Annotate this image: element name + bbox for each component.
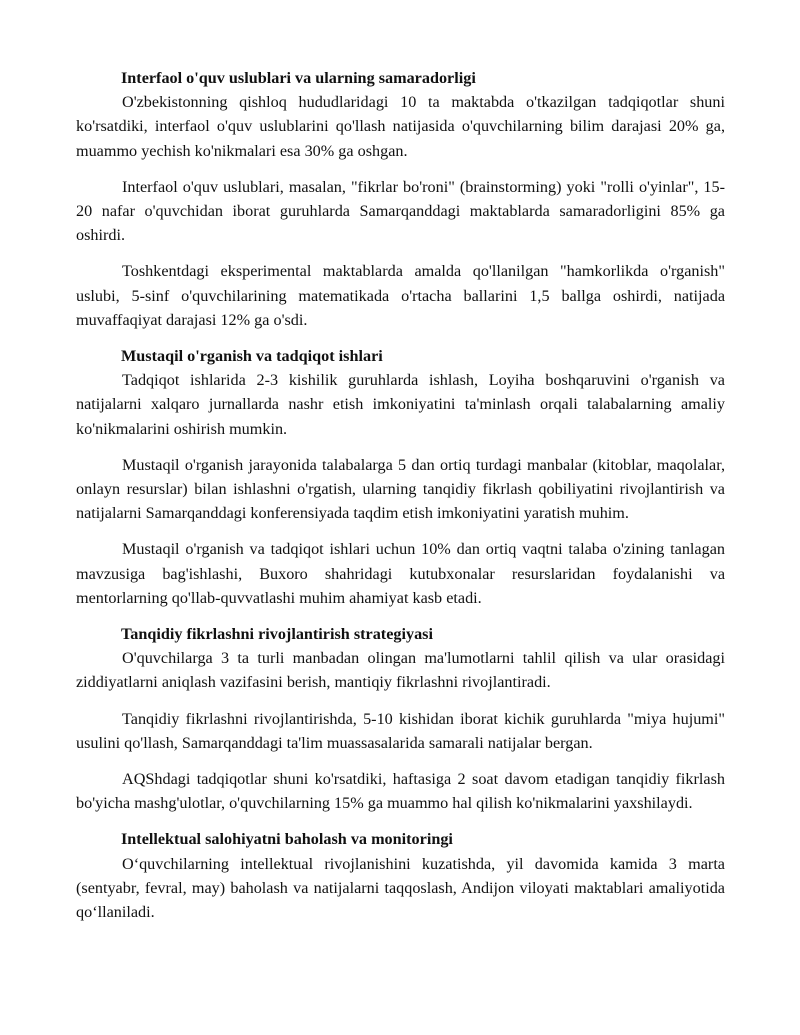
section-critical-thinking xyxy=(76,622,725,815)
paragraph: Tadqiqot ishlarida 2-3 kishilik guruhlarda ishlash, Loyiha boshqaruvini o'rganish va natijalarni xalqaro jurnallarda nashr etish imkoniyatini ta'minlash orqali talabalarning amaliy ko'nikmalarini oshirish mumkin. xyxy=(76,371,725,438)
section-independent-learning xyxy=(76,344,725,610)
paragraph: O‘quvchilarning intellektual rivojlanishini kuzatishda, yil davomida kamida 3 marta (sentyabr, fevral, may) baholash va natijalarni taqqoslash, Andijon viloyati maktablari amaliyotida qo‘llaniladi. xyxy=(76,854,725,922)
paragraph: AQShdagi tadqiqotlar shuni ko'rsatdiki, haftasiga 2 soat davom etadigan tanqidiy fikrlash bo'yicha mashg'ulotlar, o'quvchilarning 15% ga muammo hal qilish ko'nikmalarini yaxshilaydi. xyxy=(76,770,725,813)
section-heading: Interfaol o'quv uslublari va ularning samaradorligi xyxy=(121,69,476,87)
paragraph: Toshkentdagi eksperimental maktablarda amalda qo'llanilgan "hamkorlikda o'rganish" uslubi, 5-sinf o'quvchilarining matematikada o'rtacha ballarini 1,5 ballga oshirdi, natijada muvaffaqiyat darajasi 12% ga o'sdi. xyxy=(76,262,725,329)
document-page xyxy=(76,66,725,924)
section-heading: Intellektual salohiyatni baholash va monitoringi xyxy=(121,830,453,849)
paragraph: Tanqidiy fikrlashni rivojlantirishda, 5-10 kishidan iborat kichik guruhlarda "miya hujumi" usulini qo'llash, Samarqanddagi ta'lim muassasalarida samarali natijalar bergan. xyxy=(76,709,725,752)
section-assessment-monitoring xyxy=(76,827,725,924)
section-interactive-methods xyxy=(76,66,725,332)
section-heading: Mustaqil o'rganish va tadqiqot ishlari xyxy=(121,347,383,366)
paragraph: O'quvchilarga 3 ta turli manbadan olingan ma'lumotlarni tahlil qilish va ular orasidagi ziddiyatlarni aniqlash vazifasini berish, mantiqiy fikrlashni rivojlantiradi. xyxy=(76,649,725,692)
paragraph: Mustaqil o'rganish jarayonida talabalarga 5 dan ortiq turdagi manbalar (kitoblar, maqolalar, onlayn resurslar) bilan ishlashni o'rgatish, ularning tanqidiy fikrlash qobiliyatini rivojlantirish va natijalarni Samarqanddagi konferensiyada taqdim etish imkoniyatini yaratish muhim. xyxy=(76,455,725,523)
paragraph: Interfaol o'quv uslublari, masalan, "fikrlar bo'roni" (brainstorming) yoki "rolli o'yinlar", 15-20 nafar o'quvchidan iborat guruhlarda Samarqanddagi maktablarda samaradorligini 85% ga oshirdi. xyxy=(76,177,725,245)
paragraph: Mustaqil o'rganish va tadqiqot ishlari uchun 10% dan ortiq vaqtni talaba o'zining tanlagan mavzusiga bag'ishlashi, Buxoro shahridagi kutubxonalar resurslaridan foydalanishi va mentorlarning qo'llab-quvvatlashi muhim ahamiyat kasb etadi. xyxy=(76,540,725,607)
paragraph: O'zbekistonning qishloq hududlaridagi 10 ta maktabda o'tkazilgan tadqiqotlar shuni ko'rsatdiki, interfaol o'quv uslublarini qo'llash natijasida o'quvchilarning bilim darajasi 20% ga, muammo yechish ko'nikmalari esa 30% ga oshgan. xyxy=(76,93,725,160)
section-heading: Tanqidiy fikrlashni rivojlantirish strategiyasi xyxy=(121,625,433,644)
